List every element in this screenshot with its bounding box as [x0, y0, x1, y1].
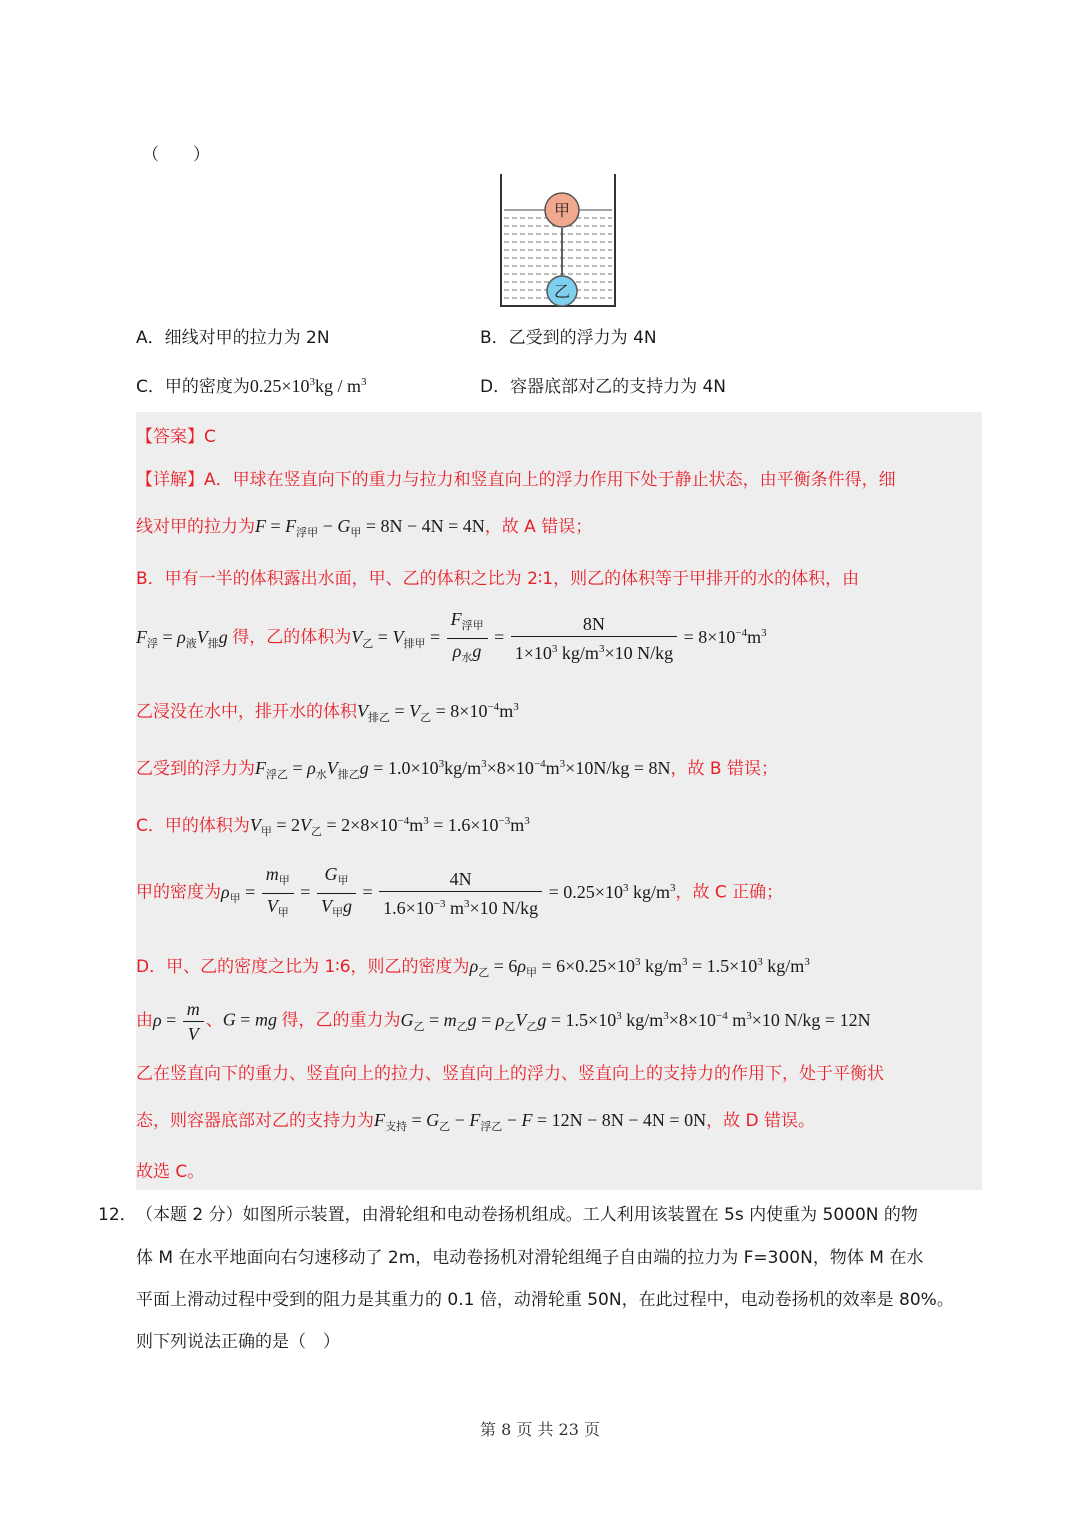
detail-line-a1: 【详解】A．甲球在竖直向下的重力与拉力和竖直向上的浮力作用下处于静止状态，由平衡条件得，细: [136, 470, 896, 490]
answer-label: 【答案】C: [136, 427, 216, 447]
formula-volume-yi: $V_乙 = V_{排甲}$ = $\frac{F_{浮甲}}{\rho_水g}$ = $\frac{8N}{1\times 10^3 kg/m^3\times 10 N/kg}$ = $8\times 10^{-4}m^3$: [351, 609, 767, 664]
ball-yi-label: 乙: [553, 282, 571, 301]
option-c-label: C．甲的密度为: [136, 377, 250, 397]
formula-weight-yi: $G_乙 = m_乙g = \rho_乙V_乙g = 1.5\times 10^3$ $kg/m^3\times 8\times 10^{-4}$ $m^3\times 10$ N/kg = 12N: [400, 1009, 871, 1033]
formula-displaced: $V_{排乙} = V_乙 = 8\times 10^{-4}m^3$: [357, 701, 519, 724]
question-12-number: 12．: [98, 1205, 137, 1225]
detail-line-c2: 甲的密度为$\rho_甲$ = $\frac{m_甲}{V_甲}$ = $\frac{G_甲}{V_甲g}$ = $\frac{4N}{1.6\times 10^{-3} m^3\times 10 N/kg}$ = $0.25\times 10^3$ $kg/m^3$，故 C 正确；: [136, 864, 784, 919]
option-c-formula: $0.25\times 10^3kg / m^3$: [249, 376, 367, 396]
option-d: D．容器底部对乙的支持力为 4N: [480, 377, 727, 397]
formula-buoyancy-yi: $F_{浮乙} = \rho_水V_{排乙}g = 1.0\times 10^3kg/m^3\times 8\times 10^{-4}m^3\times 10N/kg = 8N$: [255, 758, 671, 781]
question-12-line3: 平面上滑动过程中受到的阻力是其重力的 0.1 倍，动滑轮重 50N，在此过程中，电动卷扬机的效率是 80%。: [136, 1290, 954, 1310]
detail-line-c1: C．甲的体积为$V_甲 = 2V_乙 = 2\times 8\times 10^{-4}m^3 = 1.6\times 10^{-3}m^3$: [136, 815, 530, 838]
option-a: A．细线对甲的拉力为 2N: [136, 328, 330, 348]
formula-buoyancy: $F_浮 = \rho_液V_排g$: [136, 626, 228, 650]
option-b: B．乙受到的浮力为 4N: [480, 328, 657, 348]
conclusion: 故选 C。: [136, 1162, 205, 1182]
formula-support-force: $F_{支持} = G_乙 - F_{浮乙} - F = 12N - 8N - 4N = 0N$: [374, 1110, 707, 1133]
question-12-line4: 则下列说法正确的是（ ）: [136, 1332, 340, 1352]
detail-line-d2: 由ρ = $\frac{m}{V}$ 、G = mg 得，乙的重力为$G_乙 = m_乙g = \rho_乙V_乙g = 1.5\times 10^3$ $kg/m^3\times 8\times 10^{-4}$ $m^3\times 10$ N/kg = 12N: [136, 999, 871, 1044]
answer-blank: （ ）: [142, 145, 210, 165]
formula-density-def: ρ = $\frac{m}{V}$: [153, 1010, 206, 1030]
formula-density-yi: $\rho_乙 = 6\rho_甲 = 6\times 0.25\times 10^3$ $kg/m^3 = 1.5\times 10^3$ $kg/m^3$: [469, 956, 810, 979]
formula-density-jia: $\rho_甲$ = $\frac{m_甲}{V_甲}$ = $\frac{G_甲}{V_甲g}$ = $\frac{4N}{1.6\times 10^{-3} m^3\times 10 N/kg}$ = $0.25\times 10^3$ $kg/m^3$: [221, 864, 676, 919]
formula-weight-def: G = mg: [222, 1009, 277, 1030]
detail-line-d4: 态，则容器底部对乙的支持力为$F_{支持} = G_乙 - F_{浮乙} - F = 12N - 8N - 4N = 0N$，故 D 错误。: [136, 1110, 815, 1133]
detail-tag: 【详解】: [136, 470, 204, 490]
formula-tension: $F = F_{浮甲} - G_甲 = 8N - 4N = 4N$: [255, 516, 485, 539]
question-12-line2: 体 M 在水平地面向右匀速移动了 2m，电动卷扬机对滑轮组绳子自由端的拉力为 F=300N，物体 M 在水: [136, 1248, 924, 1268]
ball-jia-label: 甲: [553, 201, 571, 220]
container-figure: [494, 172, 622, 310]
detail-line-b2: $F_浮 = \rho_液V_排g$ 得，乙的体积为$V_乙 = V_{排甲}$ = $\frac{F_{浮甲}}{\rho_水g}$ = $\frac{8N}{1\times 10^3 kg/m^3\times 10 N/kg}$ = $8\times 10^{-4}m^3$: [136, 609, 767, 664]
detail-line-d3: 乙在竖直向下的重力、竖直向上的拉力、竖直向上的浮力、竖直向上的支持力的作用下，处于平衡状: [136, 1064, 884, 1084]
detail-line-b1: B．甲有一半的体积露出水面，甲、乙的体积之比为 2∶1，则乙的体积等于甲排开的水的体积，由: [136, 569, 860, 589]
option-c: [136, 372, 367, 397]
detail-line-b3: 乙浸没在水中，排开水的体积$V_{排乙} = V_乙 = 8\times 10^{-4}m^3$: [136, 701, 519, 724]
formula-volume-jia: $V_甲 = 2V_乙 = 2\times 8\times 10^{-4}m^3 = 1.6\times 10^{-3}m^3$: [249, 815, 530, 838]
detail-line-d1: D．甲、乙的密度之比为 1∶6，则乙的密度为$\rho_乙 = 6\rho_甲 = 6\times 0.25\times 10^3$ $kg/m^3 = 1.5\times 10^3$ $kg/m^3$: [136, 956, 810, 979]
detail-line-a2: 线对甲的拉力为$F = F_{浮甲} - G_甲 = 8N - 4N = 4N$，故 A 错误；: [136, 516, 593, 539]
page-footer: 第 8 页 共 23 页: [480, 1420, 600, 1439]
detail-line-b4: 乙受到的浮力为$F_{浮乙} = \rho_水V_{排乙}g = 1.0\times 10^3kg/m^3\times 8\times 10^{-4}m^3\times 10N/kg = 8N$，故 B 错误；: [136, 758, 778, 781]
question-12-line1: （本题 2 分）如图所示装置，由滑轮组和电动卷扬机组成。工人利用该装置在 5s 内使重为 5000N 的物: [136, 1205, 918, 1225]
